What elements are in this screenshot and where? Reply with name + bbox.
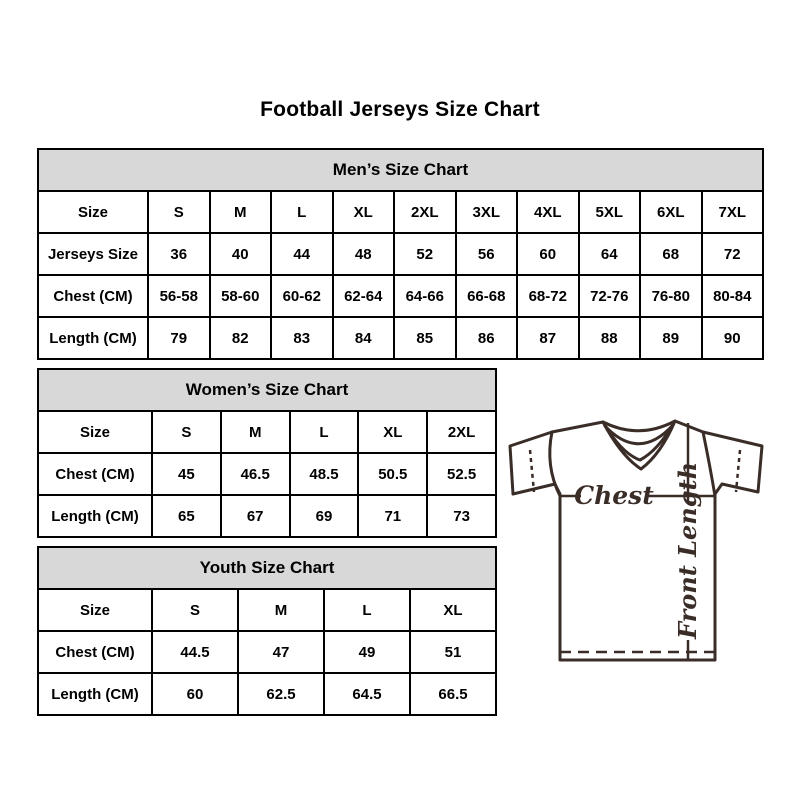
front-length-label: Front Length	[673, 461, 702, 639]
value-cell: S	[152, 589, 238, 631]
value-cell: L	[271, 191, 333, 233]
value-cell: 67	[221, 495, 290, 537]
row-label-cell: Chest (CM)	[38, 275, 148, 317]
value-cell: 3XL	[456, 191, 518, 233]
table-row	[38, 191, 763, 233]
value-cell: 2XL	[427, 411, 496, 453]
value-cell: 72-76	[579, 275, 641, 317]
value-cell: XL	[358, 411, 427, 453]
mens-section-title: Men’s Size Chart	[38, 149, 763, 191]
row-label-cell: Chest (CM)	[38, 631, 152, 673]
value-cell: 58-60	[210, 275, 272, 317]
row-label-cell: Jerseys Size	[38, 233, 148, 275]
value-cell: 46.5	[221, 453, 290, 495]
value-cell: 62.5	[238, 673, 324, 715]
value-cell: 64	[579, 233, 641, 275]
value-cell: M	[210, 191, 272, 233]
value-cell: 52.5	[427, 453, 496, 495]
youth-section-title: Youth Size Chart	[38, 547, 496, 589]
value-cell: S	[148, 191, 210, 233]
value-cell: 90	[702, 317, 764, 359]
value-cell: L	[290, 411, 359, 453]
value-cell: XL	[410, 589, 496, 631]
value-cell: 52	[394, 233, 456, 275]
value-cell: 80-84	[702, 275, 764, 317]
womens-table	[37, 368, 497, 538]
value-cell: 86	[456, 317, 518, 359]
value-cell: 73	[427, 495, 496, 537]
value-cell: 79	[148, 317, 210, 359]
value-cell: 47	[238, 631, 324, 673]
value-cell: 44	[271, 233, 333, 275]
value-cell: 72	[702, 233, 764, 275]
mens-size-table	[37, 148, 764, 350]
chest-label: Chest	[574, 481, 654, 510]
value-cell: 56	[456, 233, 518, 275]
value-cell: 60-62	[271, 275, 333, 317]
row-label-cell: Length (CM)	[38, 317, 148, 359]
table-row	[38, 233, 763, 275]
value-cell: 4XL	[517, 191, 579, 233]
value-cell: XL	[333, 191, 395, 233]
left-cuff-dashed-line	[530, 450, 534, 492]
value-cell: 60	[517, 233, 579, 275]
womens-section-title: Women’s Size Chart	[38, 369, 496, 411]
value-cell: 48.5	[290, 453, 359, 495]
youth-table	[37, 546, 497, 716]
right-armhole-seam	[703, 432, 715, 496]
value-cell: 48	[333, 233, 395, 275]
row-label-cell: Size	[38, 589, 152, 631]
value-cell: L	[324, 589, 410, 631]
table-row	[38, 453, 496, 495]
table-row	[38, 411, 496, 453]
value-cell: 66-68	[456, 275, 518, 317]
value-cell: 69	[290, 495, 359, 537]
value-cell: 65	[152, 495, 221, 537]
table-row	[38, 589, 496, 631]
row-label-cell: Size	[38, 191, 148, 233]
table-row	[38, 495, 496, 537]
value-cell: M	[238, 589, 324, 631]
value-cell: 62-64	[333, 275, 395, 317]
right-cuff-dashed-line	[736, 450, 740, 492]
value-cell: 5XL	[579, 191, 641, 233]
value-cell: 88	[579, 317, 641, 359]
row-label-cell: Size	[38, 411, 152, 453]
value-cell: 64-66	[394, 275, 456, 317]
value-cell: 68-72	[517, 275, 579, 317]
womens-size-table	[37, 368, 497, 529]
value-cell: 83	[271, 317, 333, 359]
value-cell: 85	[394, 317, 456, 359]
youth-size-table	[37, 546, 497, 707]
table-row	[38, 317, 763, 359]
value-cell: 49	[324, 631, 410, 673]
value-cell: 87	[517, 317, 579, 359]
value-cell: 50.5	[358, 453, 427, 495]
value-cell: 40	[210, 233, 272, 275]
page-title: Football Jerseys Size Chart	[260, 98, 540, 121]
value-cell: 68	[640, 233, 702, 275]
value-cell: 7XL	[702, 191, 764, 233]
value-cell: 71	[358, 495, 427, 537]
value-cell: 56-58	[148, 275, 210, 317]
value-cell: 64.5	[324, 673, 410, 715]
value-cell: M	[221, 411, 290, 453]
value-cell: S	[152, 411, 221, 453]
table-row	[38, 275, 763, 317]
value-cell: 45	[152, 453, 221, 495]
value-cell: 82	[210, 317, 272, 359]
value-cell: 44.5	[152, 631, 238, 673]
row-label-cell: Length (CM)	[38, 495, 152, 537]
value-cell: 84	[333, 317, 395, 359]
table-row	[38, 673, 496, 715]
mens-table	[37, 148, 764, 360]
value-cell: 76-80	[640, 275, 702, 317]
value-cell: 36	[148, 233, 210, 275]
value-cell: 51	[410, 631, 496, 673]
value-cell: 66.5	[410, 673, 496, 715]
row-label-cell: Chest (CM)	[38, 453, 152, 495]
table-row	[38, 631, 496, 673]
value-cell: 89	[640, 317, 702, 359]
jersey-measurement-diagram	[503, 414, 765, 666]
row-label-cell: Length (CM)	[38, 673, 152, 715]
value-cell: 2XL	[394, 191, 456, 233]
value-cell: 60	[152, 673, 238, 715]
value-cell: 6XL	[640, 191, 702, 233]
